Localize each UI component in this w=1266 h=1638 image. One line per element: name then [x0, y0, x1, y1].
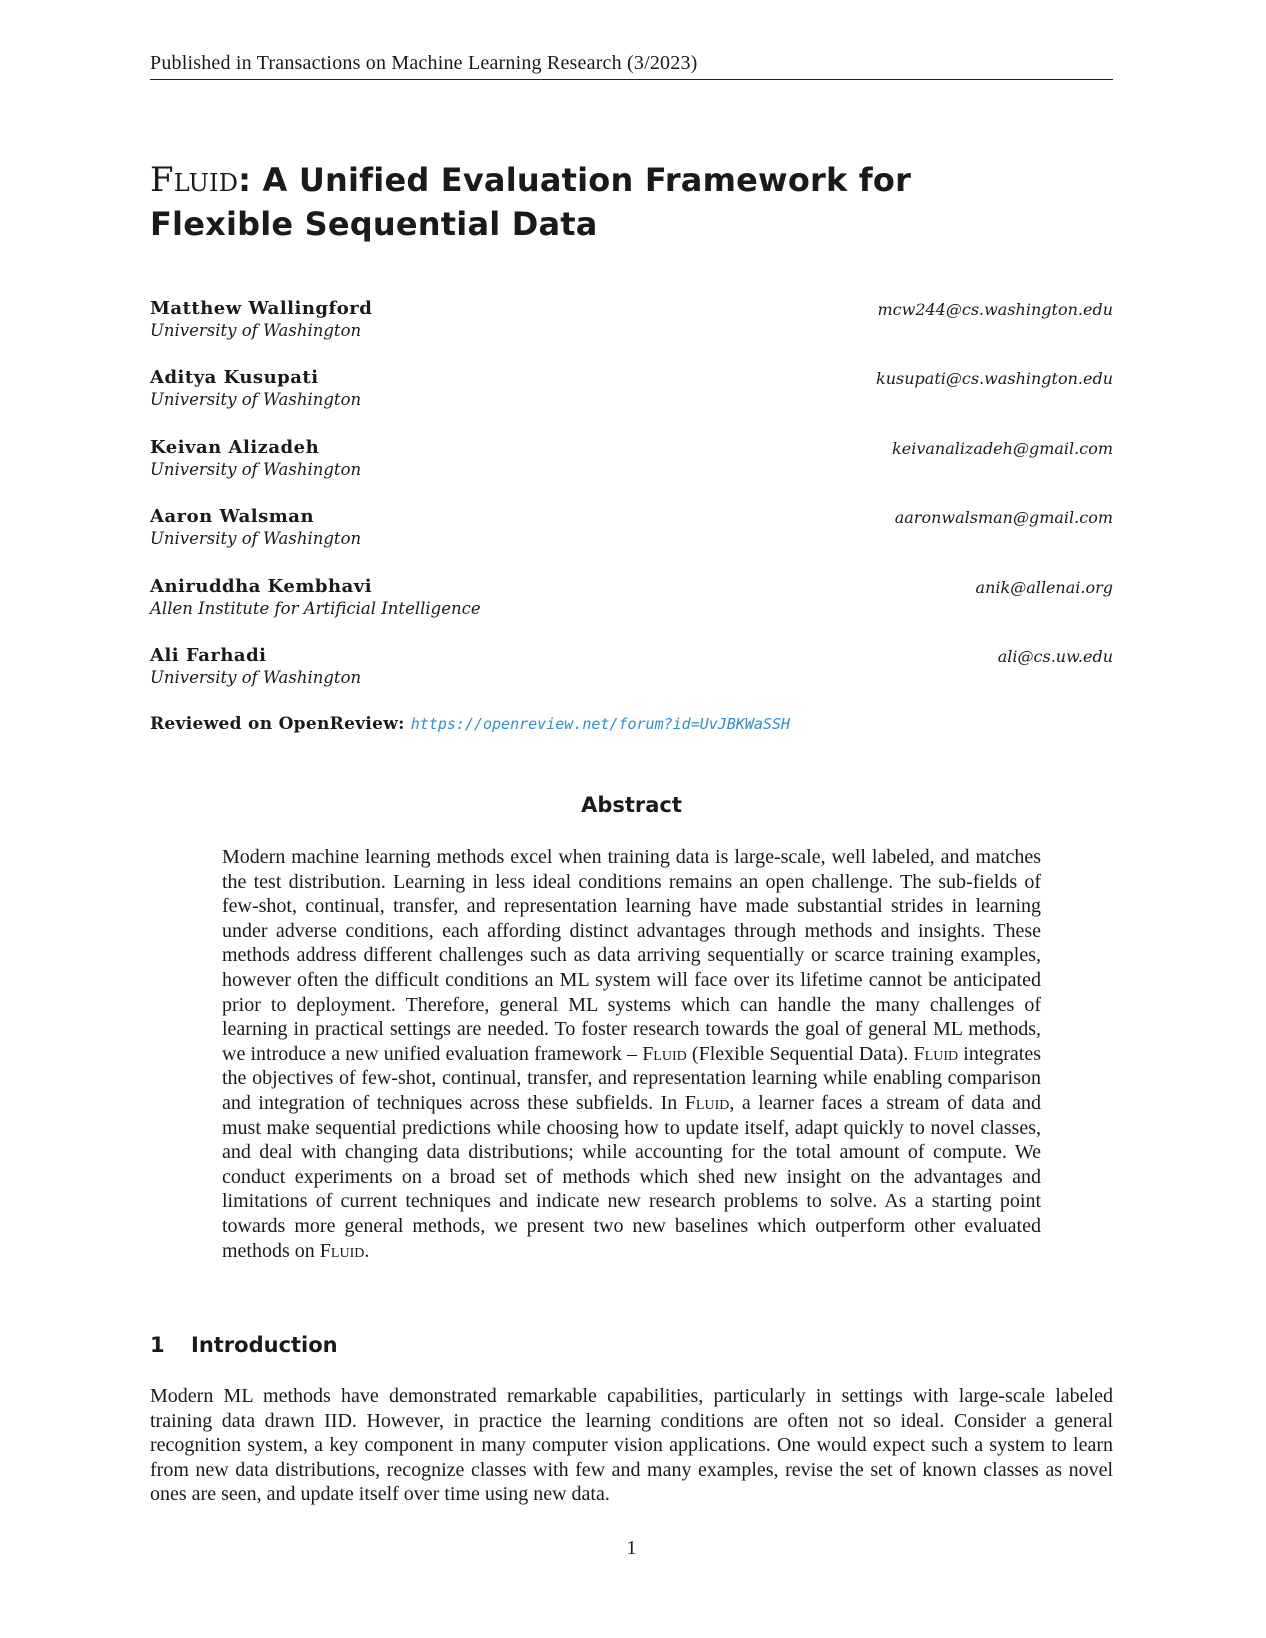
author-entry — [150, 298, 1113, 367]
page-number: 1 — [626, 1537, 637, 1559]
author-affiliation: University of Washington — [150, 667, 362, 687]
openreview-line — [150, 714, 790, 734]
abstract-segment: integrates the objectives of few-shot, continual, transfer, and representation learning while enabling comparison and integration of techniques across these subfields. In — [222, 1042, 1042, 1114]
section-number: 1 — [150, 1333, 165, 1357]
author-name: Aaron Walsman — [150, 506, 315, 528]
author-affiliation: University of Washington — [150, 459, 362, 479]
author-entry — [150, 645, 1113, 714]
abstract-segment: , a learner faces a stream of data and must make sequential predictions while choosing how to update itself, adapt quickly to novel classes, and deal with changing data distributions; while accounting for the total amount of compute. We conduct experiments on a broad set of methods which shed new insight on the advantages and limitations of current techniques and indicate new research problems to solve. As a starting point towards more general methods, we present two new baselines which outperform other evaluated methods on — [222, 1091, 1041, 1262]
fluid-smallcaps: Fluid — [319, 1239, 365, 1262]
section-title: Introduction — [191, 1333, 338, 1357]
paper-page — [150, 0, 1113, 1638]
openreview-link[interactable]: https://openreview.net/forum?id=UvJBKWaSSH — [410, 715, 791, 733]
author-email: keivanalizadeh@gmail.com — [892, 438, 1113, 458]
author-name: Keivan Alizadeh — [150, 436, 320, 458]
author-email: kusupati@cs.washington.edu — [876, 369, 1113, 389]
running-header: Published in Transactions on Machine Learning Research (3/2023) — [150, 52, 1113, 80]
fluid-smallcaps: Fluid — [684, 1091, 730, 1114]
author-name: Matthew Wallingford — [150, 298, 373, 319]
author-email: aaronwalsman@gmail.com — [894, 508, 1113, 528]
author-affiliation: University of Washington — [150, 321, 362, 340]
author-entry — [150, 437, 1113, 506]
author-name: Aditya Kusupati — [150, 367, 319, 389]
author-entry — [150, 506, 1113, 575]
author-email: anik@allenai.org — [975, 577, 1113, 597]
author-affiliation: University of Washington — [150, 390, 362, 410]
abstract-segment: . — [364, 1239, 370, 1262]
introduction-text: Modern ML methods have demonstrated remarkable capabilities, particularly in settings with large-scale labeled training data drawn IID. However, in practice the learning conditions are often not so ideal. Consider a general recognition system, a key component in many computer vision applications. One would expect such a system to learn from new data distributions, recognize classes with few and many examples, revise the set of known classes as novel ones are seen, and update itself over time using new data. — [150, 1385, 1113, 1506]
openreview-label: Reviewed on OpenReview: — [150, 714, 405, 734]
abstract-heading: Abstract — [581, 793, 682, 817]
section-heading-introduction — [150, 1333, 1113, 1357]
abstract-segment: (Flexible Sequential Data). — [686, 1042, 914, 1065]
fluid-smallcaps: Fluid — [913, 1042, 959, 1065]
title-line2: Flexible Sequential Data — [150, 205, 598, 243]
author-affiliation: Allen Institute for Artificial Intelligence — [150, 598, 481, 618]
abstract-segment: Modern machine learning methods excel when training data is large-scale, well labeled, and matches the test distribution. Learning in less ideal conditions remains an open challenge. The sub-fields of few-shot, continual, transfer, and representation learning have made substantial strides in learning under adverse conditions, each affording distinct advantages through methods and insights. These methods address different challenges such as data arriving sequentially or scarce training examples, however often the difficult conditions an ML system will face over its lifetime cannot be anticipated prior to deployment. Therefore, general ML systems which can handle the many challenges of learning in practical settings are needed. To foster research towards the goal of general ML methods, we introduce a new unified evaluation framework – — [222, 846, 1041, 1065]
paper-title — [150, 158, 1113, 246]
fluid-smallcaps: Fluid — [642, 1042, 687, 1065]
author-name: Ali Farhadi — [150, 644, 267, 666]
author-entry — [150, 367, 1113, 436]
author-list — [150, 298, 1113, 714]
abstract-text — [222, 845, 1041, 1263]
author-email: mcw244@cs.washington.edu — [877, 300, 1113, 319]
author-entry — [150, 576, 1113, 645]
title-acronym: Fluid — [150, 160, 239, 200]
author-email: ali@cs.uw.edu — [997, 646, 1113, 666]
title-line1-rest: : A Unified Evaluation Framework for — [238, 161, 912, 199]
author-name: Aniruddha Kembhavi — [150, 575, 373, 597]
author-affiliation: University of Washington — [150, 529, 362, 549]
